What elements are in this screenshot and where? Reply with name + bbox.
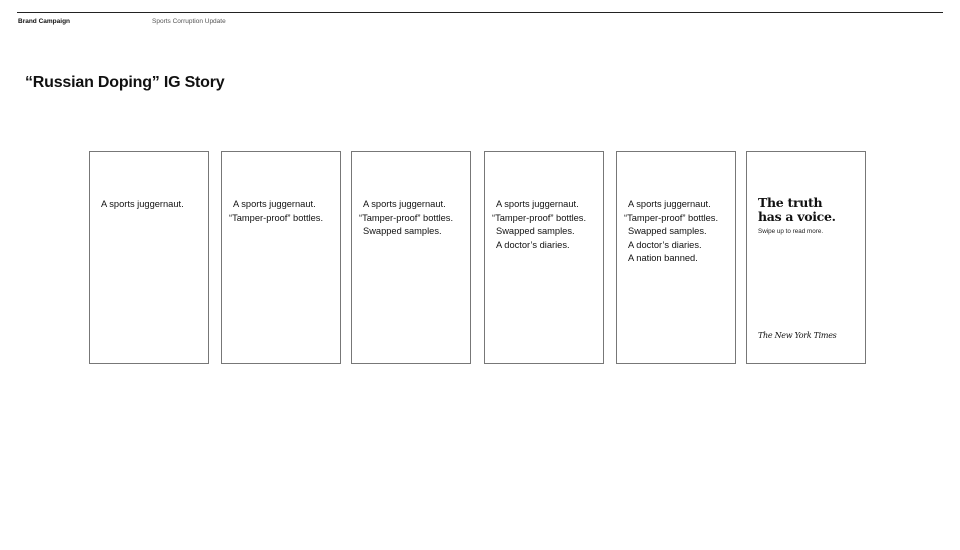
story-frame-5 bbox=[616, 151, 736, 364]
headline-line: The truth bbox=[758, 195, 823, 210]
frame-copy bbox=[359, 198, 454, 239]
copy-line: A sports juggernaut. bbox=[233, 199, 316, 209]
header-rule bbox=[17, 12, 943, 13]
copy-line: A doctor’s diaries. bbox=[628, 239, 702, 250]
copy-line: A sports juggernaut. bbox=[628, 199, 711, 209]
copy-line: Swapped samples. bbox=[363, 226, 442, 237]
swipe-cta: Swipe up to read more. bbox=[758, 228, 824, 235]
end-card-headline bbox=[758, 196, 836, 224]
copy-line: Swapped samples. bbox=[628, 226, 707, 237]
copy-line: A doctor’s diaries. bbox=[496, 239, 570, 250]
copy-line: “Tamper-proof” bottles. bbox=[492, 212, 587, 223]
copy-line: “Tamper-proof” bottles. bbox=[359, 212, 454, 223]
brand-label: Brand Campaign bbox=[18, 18, 71, 25]
frame-copy bbox=[229, 198, 324, 225]
copy-line: A sports juggernaut. bbox=[496, 199, 579, 209]
frame-copy bbox=[492, 198, 587, 252]
section-label: Sports Corruption Update bbox=[152, 18, 226, 25]
copy-line: “Tamper-proof” bottles. bbox=[229, 212, 324, 223]
copy-line: “Tamper-proof” bottles. bbox=[624, 212, 719, 223]
story-frame-end-card bbox=[746, 151, 866, 364]
copy-line: A sports juggernaut. bbox=[363, 199, 446, 209]
copy-line: A sports juggernaut. bbox=[101, 199, 184, 209]
frame-copy bbox=[101, 198, 184, 212]
copy-line: Swapped samples. bbox=[496, 226, 575, 237]
story-frame-1 bbox=[89, 151, 209, 364]
story-frame-2 bbox=[221, 151, 341, 364]
story-frame-4 bbox=[484, 151, 604, 364]
frame-copy bbox=[624, 198, 719, 266]
story-frame-3 bbox=[351, 151, 471, 364]
copy-line: A nation banned. bbox=[628, 253, 698, 264]
page-title: “Russian Doping” IG Story bbox=[25, 74, 225, 91]
headline-line: has a voice. bbox=[758, 209, 836, 224]
nyt-logo: The New York Times bbox=[758, 331, 837, 340]
